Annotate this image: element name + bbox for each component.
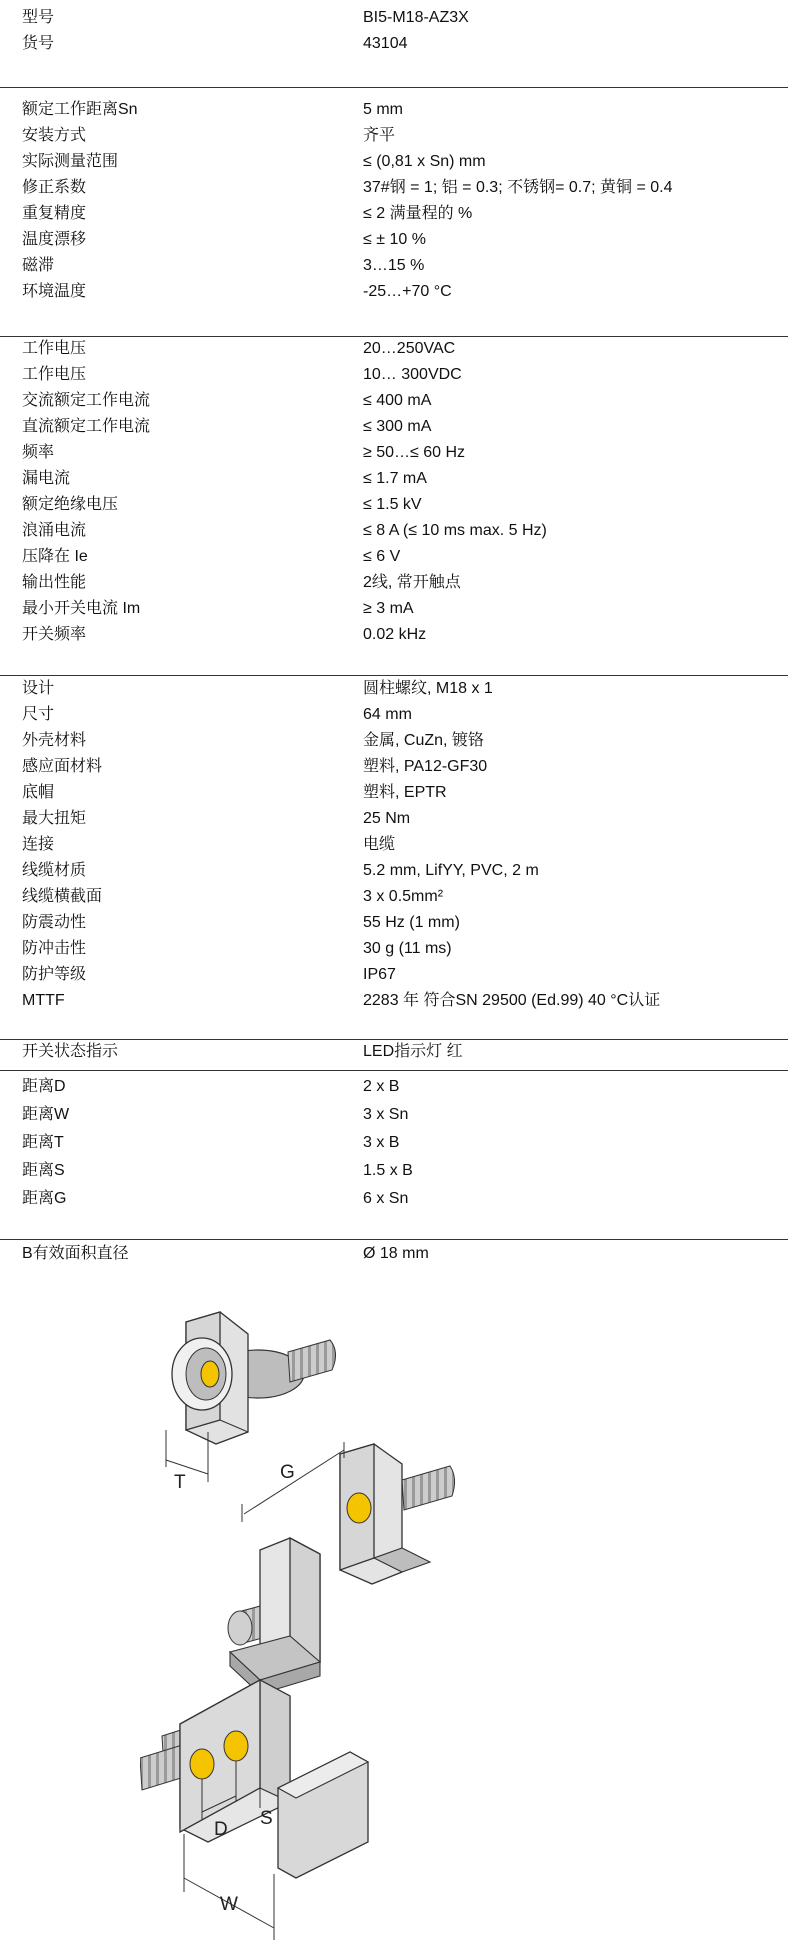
spec-value: 2283 年 符合SN 29500 (Ed.99) 40 °C认证	[363, 992, 661, 1009]
spec-row	[0, 679, 800, 705]
spec-label: 感应面材料	[22, 758, 103, 775]
spec-row	[0, 731, 800, 757]
sensor-face	[224, 1731, 248, 1761]
spec-value: Ø 18 mm	[363, 1245, 429, 1262]
spec-value: 43104	[363, 35, 408, 52]
spec-label: 距离T	[22, 1134, 64, 1151]
spec-value: 塑料, PA12-GF30	[363, 758, 488, 775]
flush-mount-assembly	[166, 1312, 336, 1493]
section-divider	[0, 675, 788, 676]
section-divider	[0, 1039, 788, 1040]
spec-row	[0, 100, 800, 126]
sensor-face	[190, 1749, 214, 1779]
spec-label: 重复精度	[22, 205, 87, 222]
spec-label: 环境温度	[22, 283, 87, 300]
spec-row	[0, 599, 800, 625]
spec-row	[0, 1161, 800, 1187]
spec-row	[0, 835, 800, 861]
spec-row	[0, 705, 800, 731]
spec-value: 2线, 常开触点	[363, 574, 461, 591]
spec-value: ≥ 3 mA	[363, 600, 414, 617]
spec-value: 5.2 mm, LifYY, PVC, 2 m	[363, 862, 539, 879]
side-by-side-assembly	[140, 1680, 368, 1940]
spec-row	[0, 573, 800, 599]
spec-row	[0, 126, 800, 152]
dimension-label-g: G	[280, 1462, 295, 1483]
spec-label: B有效面积直径	[22, 1245, 129, 1262]
spec-value: 金属, CuZn, 镀铬	[363, 732, 484, 749]
spec-row	[0, 391, 800, 417]
spec-value: 5 mm	[363, 101, 403, 118]
spec-value: 0.02 kHz	[363, 626, 427, 643]
spec-value: 30 g (11 ms)	[363, 940, 452, 957]
dimension-label-t: T	[174, 1472, 186, 1493]
spec-row	[0, 152, 800, 178]
section-divider	[0, 87, 788, 88]
spec-row	[0, 1077, 800, 1103]
spec-value: LED指示灯 红	[363, 1043, 463, 1060]
spec-label: 货号	[22, 35, 55, 52]
spec-value: 圆柱螺纹, M18 x 1	[363, 680, 493, 697]
spec-label: 压降在 Ie	[22, 548, 88, 565]
spec-label: 防护等级	[22, 966, 87, 983]
section-divider	[0, 336, 788, 337]
spec-value: ≤ 1.7 mA	[363, 470, 427, 487]
spec-row	[0, 913, 800, 939]
spec-row	[0, 365, 800, 391]
spec-label: 线缆横截面	[22, 888, 103, 905]
spec-value: 1.5 x B	[363, 1162, 413, 1179]
sensor-face	[201, 1361, 219, 1387]
opposed-mount-assembly	[228, 1442, 455, 1694]
spec-label: 最小开关电流 Im	[22, 600, 141, 617]
spec-value: -25…+70 °C	[363, 283, 452, 300]
spec-value: ≥ 50…≤ 60 Hz	[363, 444, 466, 461]
spec-value: ≤ 1.5 kV	[363, 496, 422, 513]
spec-row	[0, 178, 800, 204]
spec-label: 开关状态指示	[22, 1043, 119, 1060]
spec-row	[0, 443, 800, 469]
spec-row	[0, 230, 800, 256]
spec-label: 频率	[22, 444, 55, 461]
spec-value: 塑料, EPTR	[363, 784, 447, 801]
spec-row	[0, 1133, 800, 1159]
spec-row	[0, 521, 800, 547]
spec-label: 输出性能	[22, 574, 87, 591]
spec-row	[0, 1244, 800, 1270]
spec-label: 最大扭矩	[22, 810, 87, 827]
spec-label: 额定工作距离Sn	[22, 101, 138, 118]
spec-row	[0, 965, 800, 991]
spec-value: 3 x Sn	[363, 1106, 409, 1123]
spec-row	[0, 1042, 800, 1068]
spec-row	[0, 625, 800, 651]
spec-row	[0, 547, 800, 573]
spec-label: 交流额定工作电流	[22, 392, 151, 409]
spec-value: IP67	[363, 966, 396, 983]
spec-label: 设计	[22, 680, 55, 697]
spec-label: 距离G	[22, 1190, 67, 1207]
dimension-label-w: W	[220, 1894, 238, 1915]
spec-label: MTTF	[22, 992, 65, 1009]
threaded-body	[288, 1340, 336, 1382]
spec-row	[0, 1189, 800, 1215]
spec-value: 3 x 0.5mm²	[363, 888, 444, 905]
spec-row	[0, 469, 800, 495]
spec-label: 距离D	[22, 1078, 66, 1095]
spec-row	[0, 783, 800, 809]
spec-row	[0, 757, 800, 783]
spec-value: 64 mm	[363, 706, 412, 723]
spec-row	[0, 991, 800, 1017]
spec-value: BI5-M18-AZ3X	[363, 9, 469, 26]
spec-row	[0, 887, 800, 913]
spec-row	[0, 861, 800, 887]
spec-row	[0, 809, 800, 835]
spec-value: 6 x Sn	[363, 1190, 409, 1207]
mounting-diagram	[140, 1282, 580, 1947]
spec-label: 线缆材质	[22, 862, 87, 879]
spec-row	[0, 34, 800, 60]
spec-value: ≤ ± 10 %	[363, 231, 426, 248]
spec-label: 外壳材料	[22, 732, 87, 749]
spec-label: 防冲击性	[22, 940, 87, 957]
spec-label: 漏电流	[22, 470, 71, 487]
spec-value: 齐平	[363, 127, 396, 144]
spec-value: ≤ (0,81 x Sn) mm	[363, 153, 486, 170]
spec-value: 25 Nm	[363, 810, 411, 827]
spec-value: ≤ 8 A (≤ 10 ms max. 5 Hz)	[363, 522, 547, 539]
mounting-diagram-svg	[140, 1282, 580, 1947]
spec-label: 工作电压	[22, 366, 87, 383]
spec-label: 安装方式	[22, 127, 87, 144]
sensor-face	[347, 1493, 371, 1523]
spec-value: 电缆	[363, 836, 396, 853]
spec-label: 修正系数	[22, 179, 87, 196]
spec-label: 底帽	[22, 784, 55, 801]
spec-value: ≤ 6 V	[363, 548, 401, 565]
dimension-label-d: D	[214, 1819, 228, 1840]
spec-value: ≤ 400 mA	[363, 392, 432, 409]
spec-label: 开关频率	[22, 626, 87, 643]
section-divider	[0, 1070, 788, 1071]
spec-value: 20…250VAC	[363, 340, 456, 357]
spec-label: 浪涌电流	[22, 522, 87, 539]
spec-label: 磁滞	[22, 257, 55, 274]
spec-label: 实际测量范围	[22, 153, 119, 170]
spec-row	[0, 8, 800, 34]
spec-value: ≤ 300 mA	[363, 418, 432, 435]
spec-label: 额定绝缘电压	[22, 496, 119, 513]
spec-value: 3 x B	[363, 1134, 400, 1151]
dimension-label-s: S	[260, 1808, 273, 1829]
spec-label: 距离W	[22, 1106, 70, 1123]
spec-row	[0, 495, 800, 521]
spec-row	[0, 204, 800, 230]
spec-value: 3…15 %	[363, 257, 425, 274]
spec-label: 距离S	[22, 1162, 65, 1179]
spec-value: 37#钢 = 1; 铝 = 0.3; 不锈钢= 0.7; 黄铜 = 0.4	[363, 179, 673, 196]
spec-row	[0, 1105, 800, 1131]
spec-label: 工作电压	[22, 340, 87, 357]
spec-label: 温度漂移	[22, 231, 87, 248]
spec-row	[0, 417, 800, 443]
spec-value: ≤ 2 满量程的 %	[363, 205, 473, 222]
spec-value: 55 Hz (1 mm)	[363, 914, 460, 931]
spec-value: 10… 300VDC	[363, 366, 462, 383]
spec-row	[0, 939, 800, 965]
spec-label: 防震动性	[22, 914, 87, 931]
spec-value: 2 x B	[363, 1078, 400, 1095]
spec-row	[0, 339, 800, 365]
spec-row	[0, 256, 800, 282]
spec-label: 直流额定工作电流	[22, 418, 151, 435]
spec-label: 尺寸	[22, 706, 55, 723]
section-divider	[0, 1239, 788, 1240]
spec-row	[0, 282, 800, 308]
spec-label: 型号	[22, 9, 55, 26]
spec-label: 连接	[22, 836, 55, 853]
